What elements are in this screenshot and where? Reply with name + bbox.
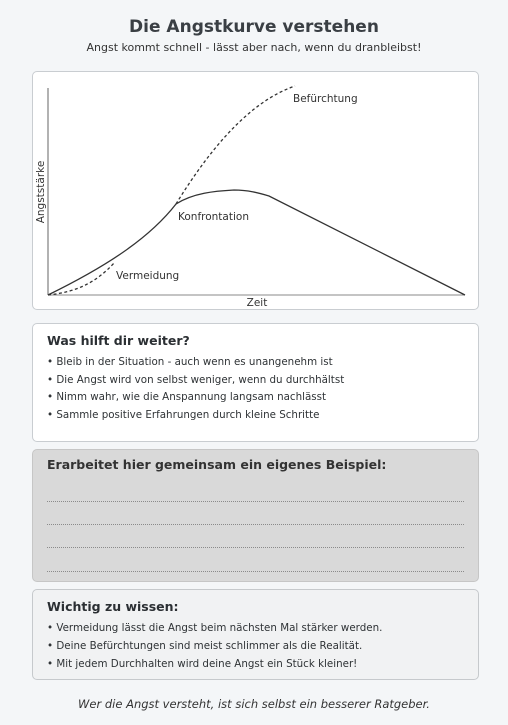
help-item: • Die Angst wird von selbst weniger, wenn du durchhältst [47,373,345,386]
y-axis-label: Angststärke [35,160,47,224]
help-item: • Bleib in der Situation - auch wenn es unangenehm ist [47,356,333,368]
note-item: • Vermeidung lässt die Angst beim nächsten Mal stärker werden. [47,622,383,634]
fear-expectation-label: Befürchtung [293,93,358,105]
confrontation-curve [48,190,465,295]
help-item: • Sammle positive Erfahrungen durch kleine Schritte [47,408,320,421]
anxiety-curve-card [32,71,479,310]
page-title: Die Angstkurve verstehen [129,17,379,37]
confrontation-label: Konfrontation [178,211,249,223]
example-card [32,449,479,582]
note-heading: Wichtig zu wissen: [47,599,179,614]
writing-line[interactable] [47,524,464,525]
avoidance-label: Vermeidung [116,270,180,282]
help-heading: Was hilft dir weiter? [47,333,190,348]
help-item: • Nimm wahr, wie die Anspannung langsam nachlässt [47,391,327,403]
footer-quote: Wer die Angst versteht, ist sich selbst ein besserer Ratgeber. [78,697,430,711]
note-list [47,620,382,673]
writing-line[interactable] [47,571,464,572]
note-item: • Deine Befürchtungen sind meist schlimmer als die Realität. [47,639,363,652]
note-item: • Mit jedem Durchhalten wird deine Angst ein Stück kleiner! [47,657,358,670]
writing-line[interactable] [47,547,464,548]
example-heading: Erarbeitet hier gemeinsam ein eigenes Beispiel: [47,457,387,472]
note-card [32,589,479,680]
fear-expectation-curve [176,86,295,204]
x-axis-label: Zeit [246,297,268,309]
help-list [47,354,344,424]
anxiety-curve-diagram [33,72,480,311]
writing-line[interactable] [47,501,464,502]
page-subtitle: Angst kommt schnell - lässt aber nach, wenn du dranbleibst! [86,41,422,54]
help-card [32,323,479,442]
